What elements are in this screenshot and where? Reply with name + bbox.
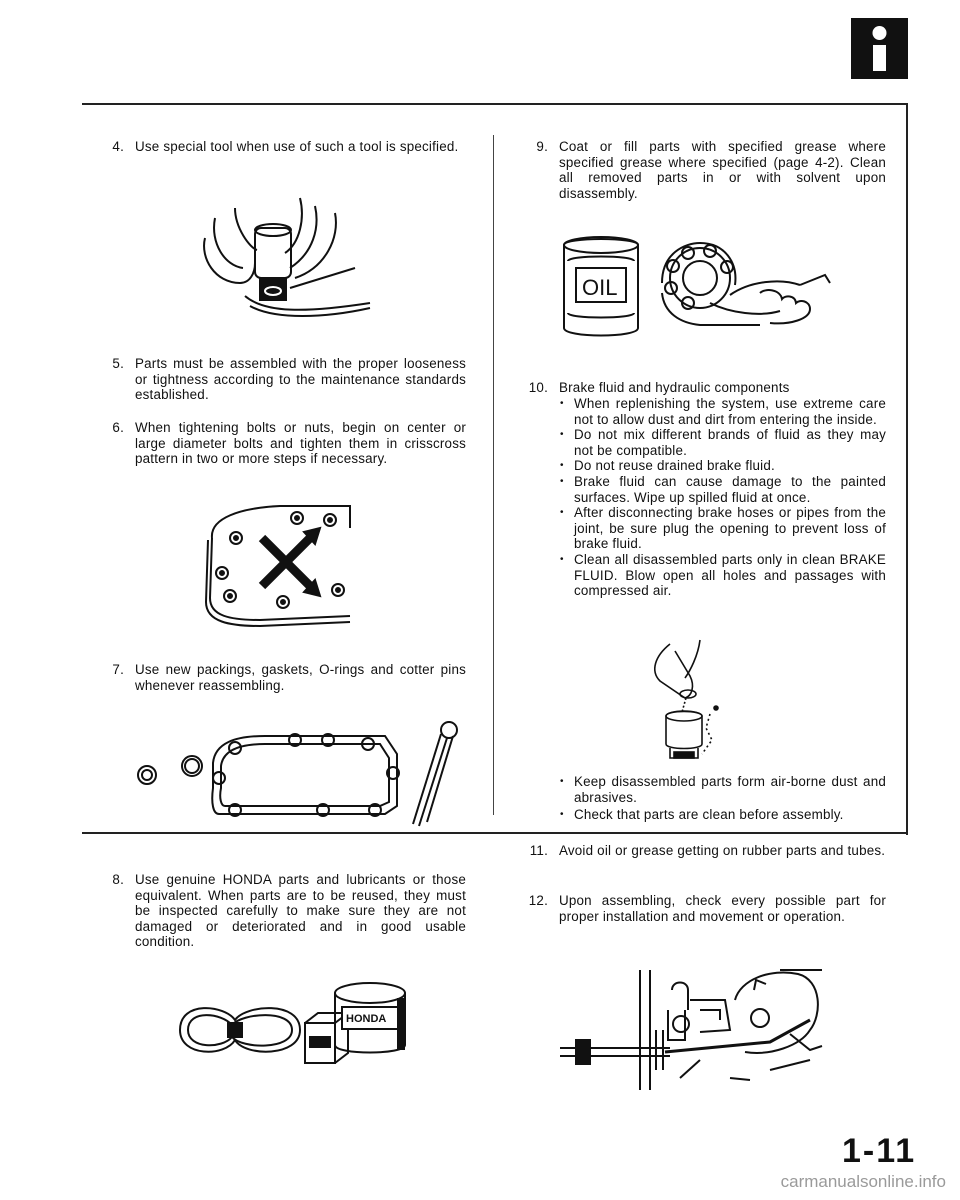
right-rule (906, 103, 908, 835)
genuine-parts-illustration (170, 975, 410, 1075)
brake-fluid-precautions-list (560, 396, 886, 599)
crisscross-tightening-illustration (200, 498, 360, 628)
list-item: • Keep disassembled parts form air-borne dust and abrasives. (560, 774, 886, 805)
item-text: Coat or fill parts with specified grease where specified grease where specified (page 4-2). Clean all removed parts in or with solvent upon disassembly. (559, 139, 886, 201)
page-number: 1-11 (842, 1132, 917, 1170)
item-number: 11. (529, 843, 548, 858)
item-number: 10. (528, 380, 548, 395)
item-number: 8. (112, 872, 124, 887)
special-tool-illustration (195, 188, 375, 323)
item-text: Use genuine HONDA parts and lubricants or those equivalent. When parts are to be reused, they must be inspected carefully to make sure they are not damaged or deteriorated and in good usable condition. (135, 872, 466, 950)
item-text: Avoid oil or grease getting on rubber parts and tubes. (559, 843, 886, 858)
item-text: When tightening bolts or nuts, begin on center or large diameter bolts and tighten them in crisscross pattern in two or more steps if necessary. (135, 420, 466, 467)
list-item: • When replenishing the system, use extreme care not to allow dust and dirt from entering the inside. (560, 396, 886, 427)
item-number: 12. (528, 893, 548, 908)
oil-can-label: OIL (582, 275, 618, 300)
item-number: 7. (112, 662, 124, 677)
item-text: Parts must be assembled with the proper looseness or tightness according to the maintenance standards established. (135, 356, 466, 403)
list-item: • After disconnecting brake hoses or pipes from the joint, be sure plug the opening to prevent loss of brake fluid. (560, 505, 886, 552)
column-divider (493, 135, 494, 815)
gaskets-orings-illustration (135, 718, 465, 828)
bottom-rule (82, 832, 908, 834)
item-number: 9. (536, 139, 548, 154)
item-text: Upon assembling, check every possible part for proper installation and movement or operation. (559, 893, 886, 924)
watermark: carmanualsonline.info (780, 1172, 946, 1191)
list-item: • Brake fluid can cause damage to the painted surfaces. Wipe up spilled fluid at once. (560, 474, 886, 505)
assembly-check-illustration (560, 960, 830, 1095)
item-number: 4. (112, 139, 124, 154)
item-text: Use special tool when use of such a tool is specified. (135, 139, 459, 154)
item-number: 5. (112, 356, 124, 371)
list-item: • Check that parts are clean before assembly. (560, 807, 886, 823)
brake-fluid-pour-illustration (640, 636, 740, 766)
list-item: • Do not reuse drained brake fluid. (560, 458, 886, 474)
list-item: • Clean all disassembled parts only in clean BRAKE FLUID. Blow open all holes and passages with compressed air. (560, 552, 886, 599)
item-number: 6. (112, 420, 124, 435)
honda-can-label: HONDA (346, 1013, 387, 1025)
parts-cleanliness-list (560, 774, 886, 823)
info-section-icon (851, 18, 908, 79)
item-text: Brake fluid and hydraulic components (559, 380, 790, 395)
top-rule (82, 103, 908, 105)
list-item: • Do not mix different brands of fluid as they may not be compatible. (560, 427, 886, 458)
grease-coat-illustration (560, 233, 860, 343)
item-text: Use new packings, gaskets, O-rings and cotter pins whenever reassembling. (135, 662, 466, 693)
